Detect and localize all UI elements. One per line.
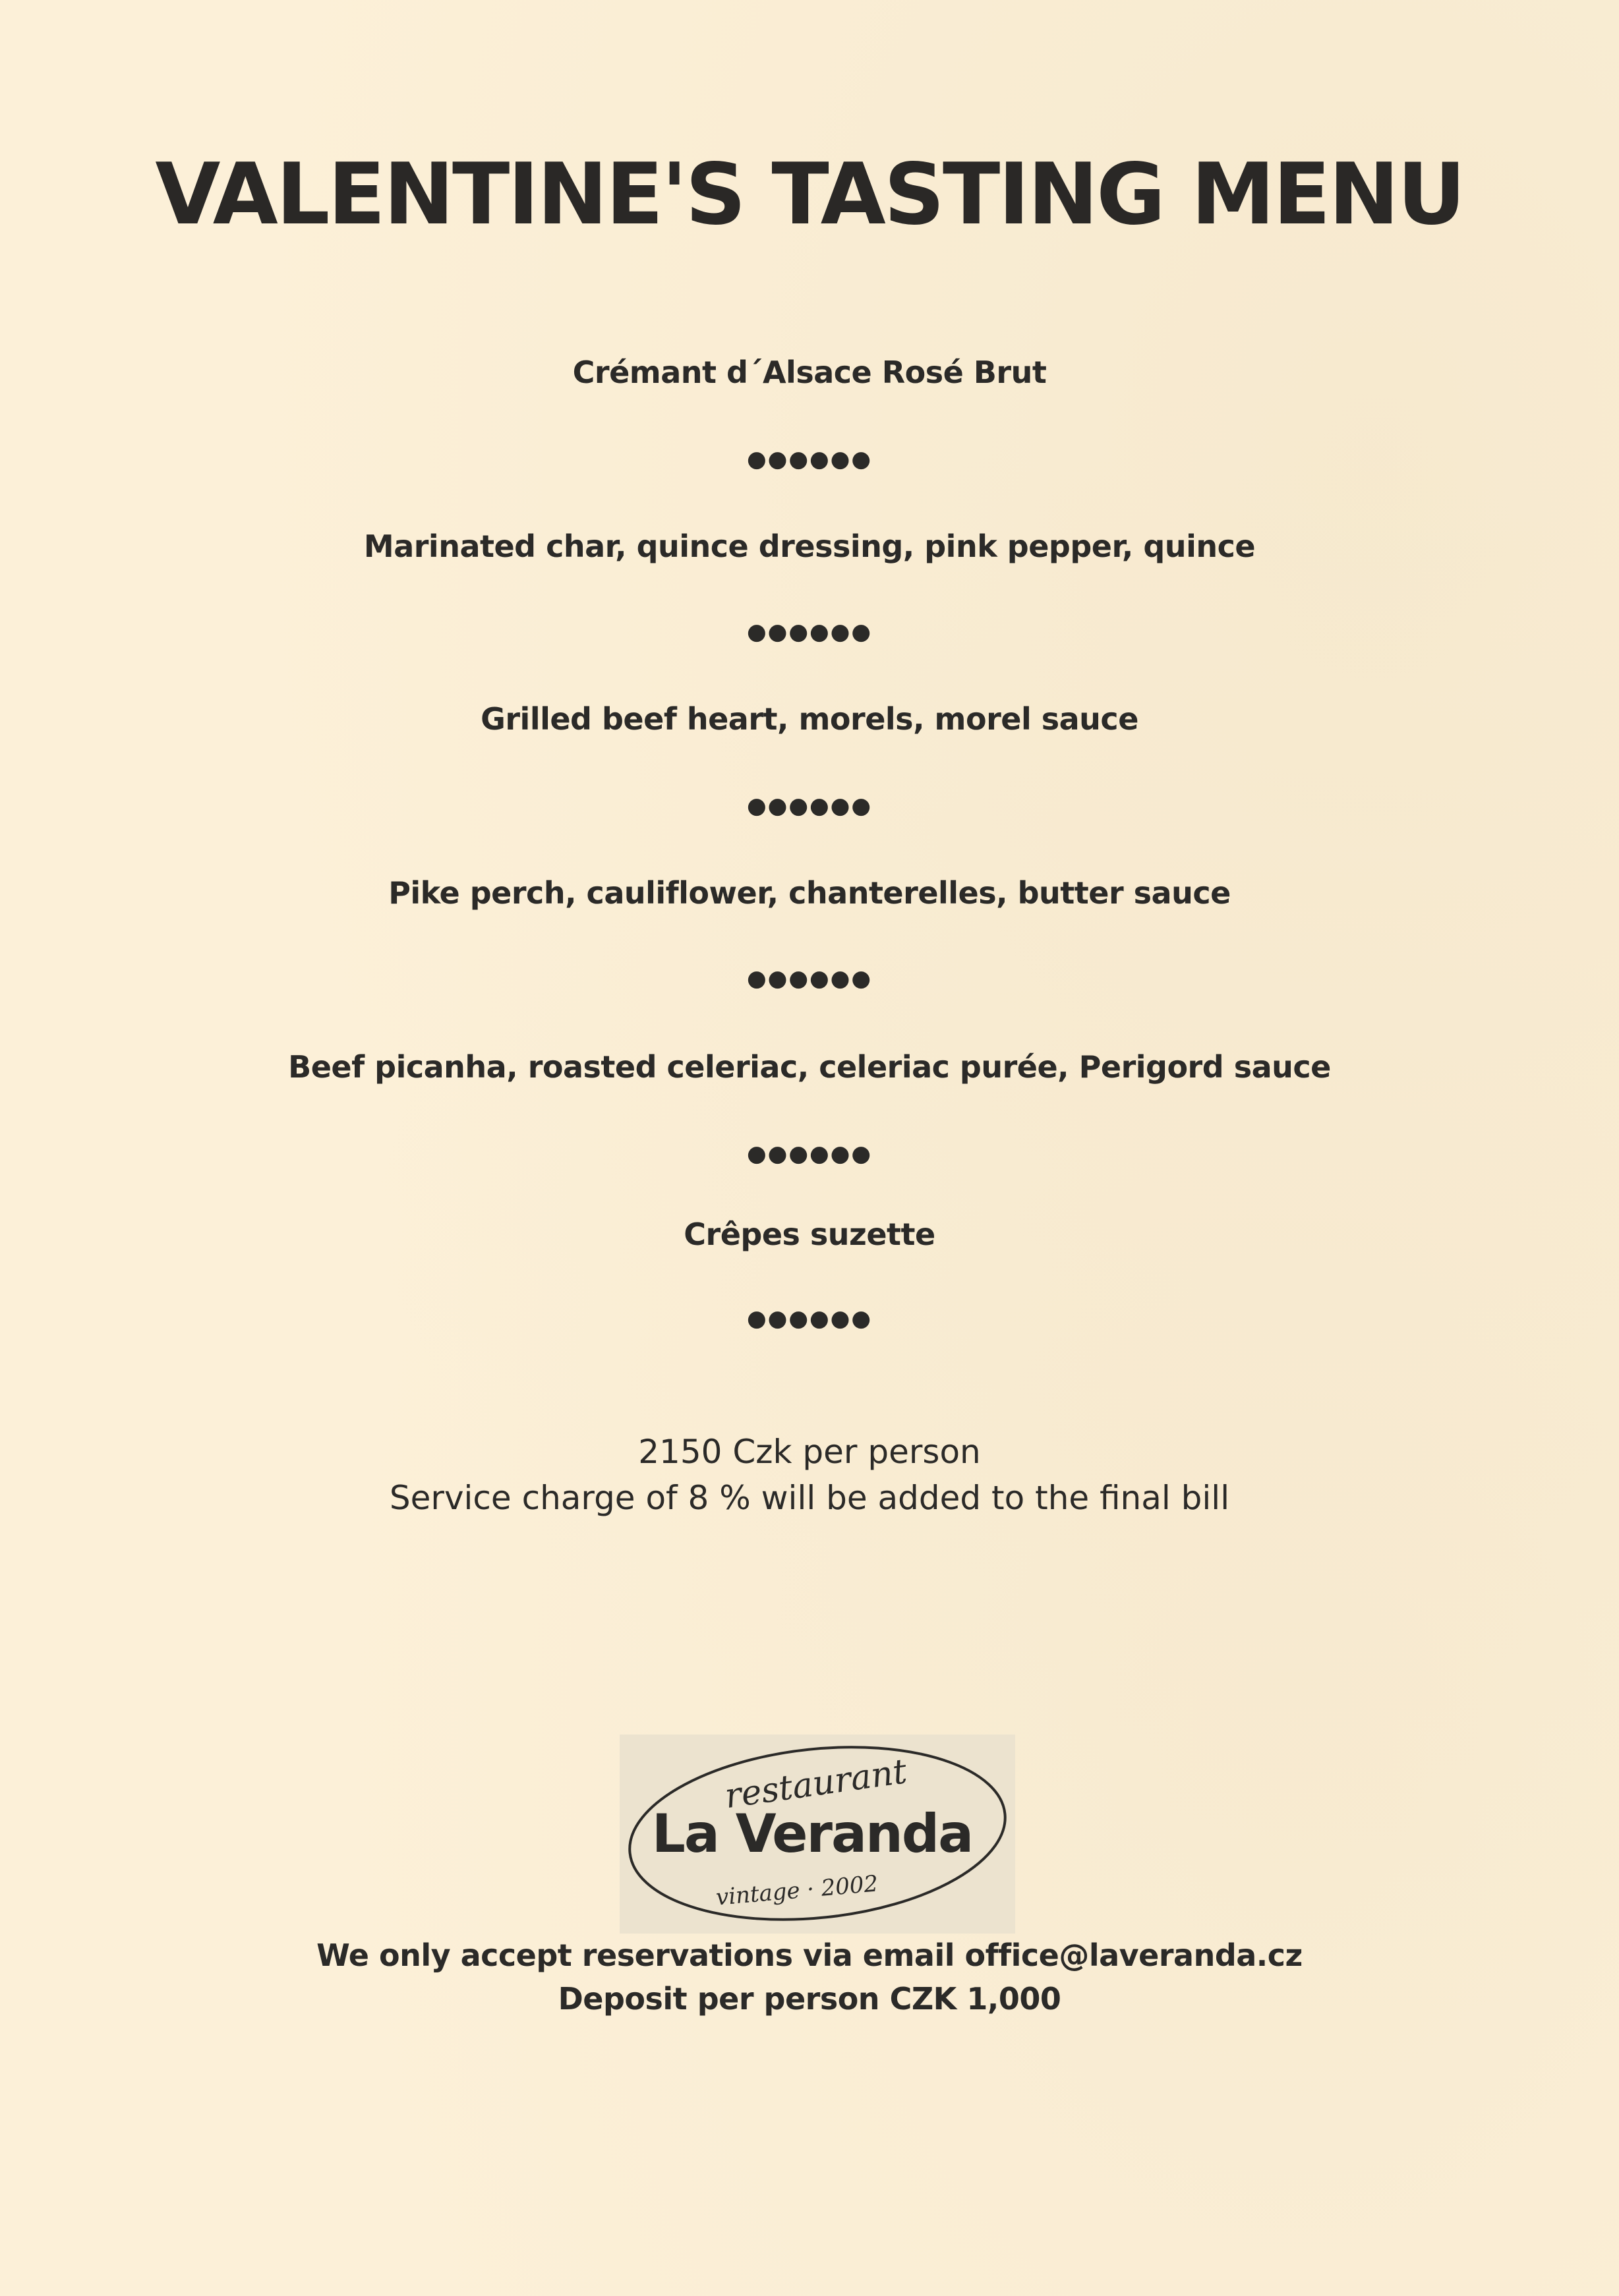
price-per-person: 2150 Czk per person [638,1433,981,1471]
service-charge-note: Service charge of 8 % will be added to the final bill [389,1479,1230,1517]
logo-tagline-bottom: vintage · 2002 [715,1870,879,1911]
course-item-2: Marinated char, quince dressing, pink pepper, quince [363,529,1256,564]
course-item-6: Crêpes suzette [684,1217,935,1252]
separator-dots: ●●●●●● [746,1141,872,1167]
reservation-note: We only accept reservations via email office@laveranda.cz [316,1937,1303,1973]
course-item-4: Pike perch, cauliflower, chanterelles, butter sauce [388,875,1231,911]
course-item-3: Grilled beef heart, morels, morel sauce [481,701,1138,737]
separator-dots: ●●●●●● [746,619,872,645]
course-item-1: Crémant d´Alsace Rosé Brut [572,355,1047,390]
logo-name: La Veranda [651,1803,973,1864]
separator-dots: ●●●●●● [746,1306,872,1332]
logo-tagline-top: restaurant [722,1752,910,1817]
restaurant-logo [620,1735,1015,1934]
course-item-5: Beef picanha, roasted celeriac, celeriac purée, Perigord sauce [288,1049,1331,1085]
deposit-note: Deposit per person CZK 1,000 [558,1981,1061,2017]
separator-dots: ●●●●●● [746,446,872,473]
separator-dots: ●●●●●● [746,793,872,819]
menu-title: VALENTINE'S TASTING MENU [155,146,1464,244]
separator-dots: ●●●●●● [746,965,872,992]
